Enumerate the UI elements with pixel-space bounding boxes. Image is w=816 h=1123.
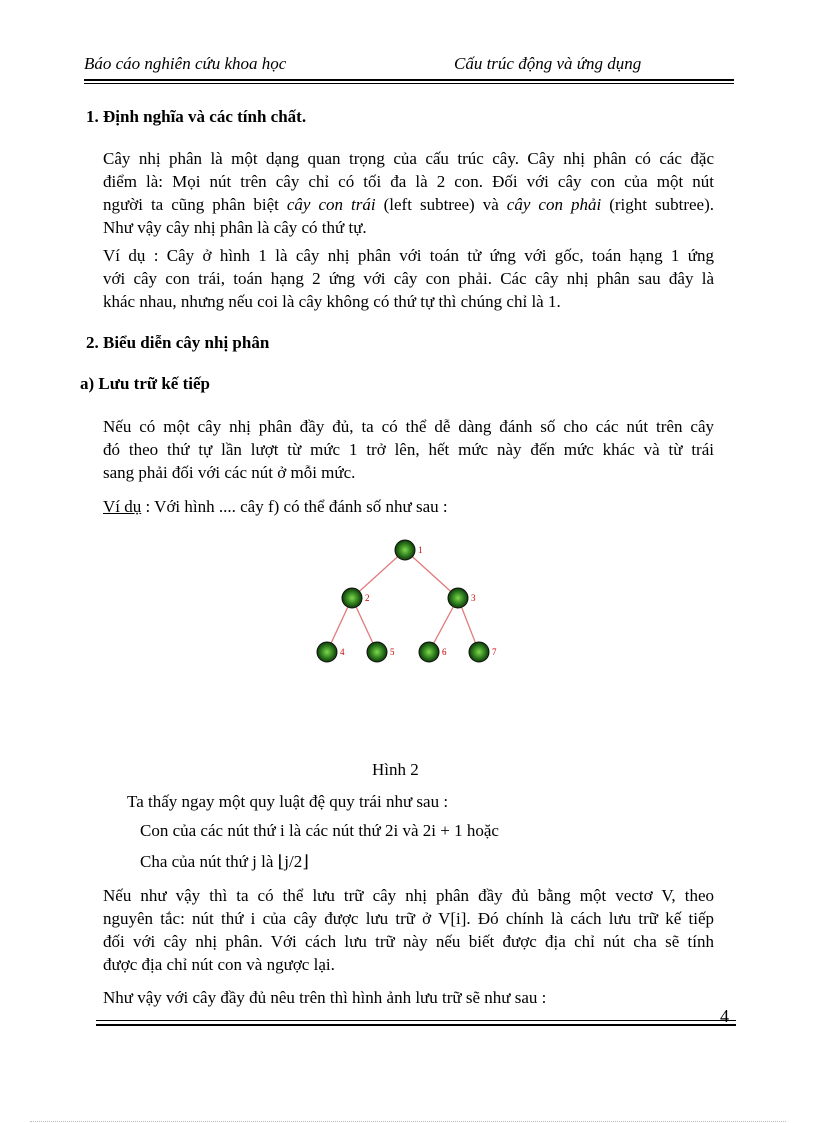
text-line: đối với cây nhị phân. Với cách lưu trữ này nếu biết được địa chỉ nút cha sẽ tính [103, 932, 714, 951]
figure-caption: Hình 2 [372, 760, 419, 779]
text-line: sang phải đối với các nút ở mỗi mức. [103, 463, 356, 482]
tree-node [342, 588, 362, 608]
tree-node [317, 642, 337, 662]
section-2-paragraph-2 [103, 884, 714, 976]
tree-edge [352, 550, 405, 598]
text-line: Nếu có một cây nhị phân đầy đủ, ta có thể dễ dàng đánh số cho các nút trên cây [103, 417, 714, 436]
text-line: Nếu như vậy thì ta có thể lưu trữ cây nhị phân đầy đủ bằng một vectơ V, theo [103, 886, 714, 905]
example-label: Ví dụ [103, 497, 142, 516]
header-rule-thin [84, 83, 734, 84]
header-left-title: Báo cáo nghiên cứu khoa học [84, 54, 287, 73]
rule-children [140, 819, 720, 842]
text-line: đó theo thứ tự lần lượt từ mức 1 trở lên, hết mức này đến mức khác và từ trái [103, 440, 714, 459]
page-header [84, 54, 734, 76]
tree-node-label: 1 [418, 545, 423, 555]
binary-tree-figure [300, 530, 520, 680]
section-2-paragraph-1 [103, 415, 714, 484]
subsection-a-title: a) Lưu trữ kế tiếp [80, 374, 210, 393]
section-1-title: 1. Định nghĩa và các tính chất. [86, 107, 307, 126]
tree-node [367, 642, 387, 662]
section-2-paragraph-3 [103, 986, 714, 1009]
page-edge-dots [30, 1121, 786, 1122]
tree-node-label: 2 [365, 593, 370, 603]
text-line: Như vậy với cây đầy đủ nêu trên thì hình ảnh lưu trữ sẽ như sau : [103, 988, 547, 1007]
text-line: Ví dụ : Cây ở hình 1 là cây nhị phân với toán tử ứng với gốc, toán hạng 1 ứng [103, 246, 714, 265]
text-line: Cây nhị phân là một dạng quan trọng của cấu trúc cây. Cây nhị phân có các đặc [103, 149, 714, 168]
header-right-title: Cấu trúc động và ứng dụng [454, 54, 642, 73]
tree-node [419, 642, 439, 662]
italic-term-left-subtree: cây con trái [286, 195, 376, 214]
tree-node [469, 642, 489, 662]
tree-nodes [317, 540, 497, 662]
tree-node [395, 540, 415, 560]
text-line: khác nhau, nhưng nếu coi là cây không có thứ tự thì chúng chỉ là 1. [103, 292, 561, 311]
tree-node-label: 3 [471, 593, 476, 603]
text-line: điểm là: Mọi nút trên cây chỉ có tối đa là 2 con. Đối với cây con của một nút [103, 172, 714, 191]
rule-parent [140, 850, 720, 873]
tree-node-label: 5 [390, 647, 395, 657]
tree-node-label: 4 [340, 647, 345, 657]
tree-node-label: 7 [492, 647, 497, 657]
text-line [103, 193, 714, 216]
text-run: (left subtree) và [375, 195, 507, 214]
example-text: : Với hình .... cây f) có thể đánh số như sau : [141, 497, 448, 516]
tree-node-label: 6 [442, 647, 447, 657]
section-1-paragraph-1 [103, 147, 714, 239]
rule-intro [127, 790, 717, 813]
section-1-paragraph-2 [103, 244, 714, 313]
page-number: 4 [720, 1006, 729, 1026]
tree-node [448, 588, 468, 608]
text-run: (right subtree). [601, 195, 715, 214]
tree-edge [405, 550, 458, 598]
text-line [103, 495, 714, 518]
header-rule [84, 79, 734, 81]
text-line: Ta thấy ngay một quy luật đệ quy trái như sau : [127, 792, 449, 811]
italic-term-right-subtree: cây con phải [506, 195, 602, 214]
text-line: Cha của nút thứ j là ⌊j/2⌋ [140, 852, 309, 871]
text-line: Như vậy cây nhị phân là cây có thứ tự. [103, 218, 367, 237]
footer-rule-thick [96, 1024, 736, 1026]
text-run: người ta cũng phân biệt [103, 195, 287, 214]
footer-rule [96, 1020, 736, 1021]
example-line [103, 495, 714, 518]
text-line: với cây con trái, toán hạng 2 ứng với cây con phải. Các cây nhị phân sau đây là [103, 269, 714, 288]
text-line: nguyên tắc: nút thứ i của cây được lưu trữ ở V[i]. Đó chính là cách lưu trữ kế tiếp [103, 909, 714, 928]
text-line: được địa chỉ nút con và ngược lại. [103, 955, 335, 974]
section-2-title: 2. Biểu diễn cây nhị phân [86, 333, 270, 352]
text-line: Con của các nút thứ i là các nút thứ 2i và 2i + 1 hoặc [140, 821, 499, 840]
